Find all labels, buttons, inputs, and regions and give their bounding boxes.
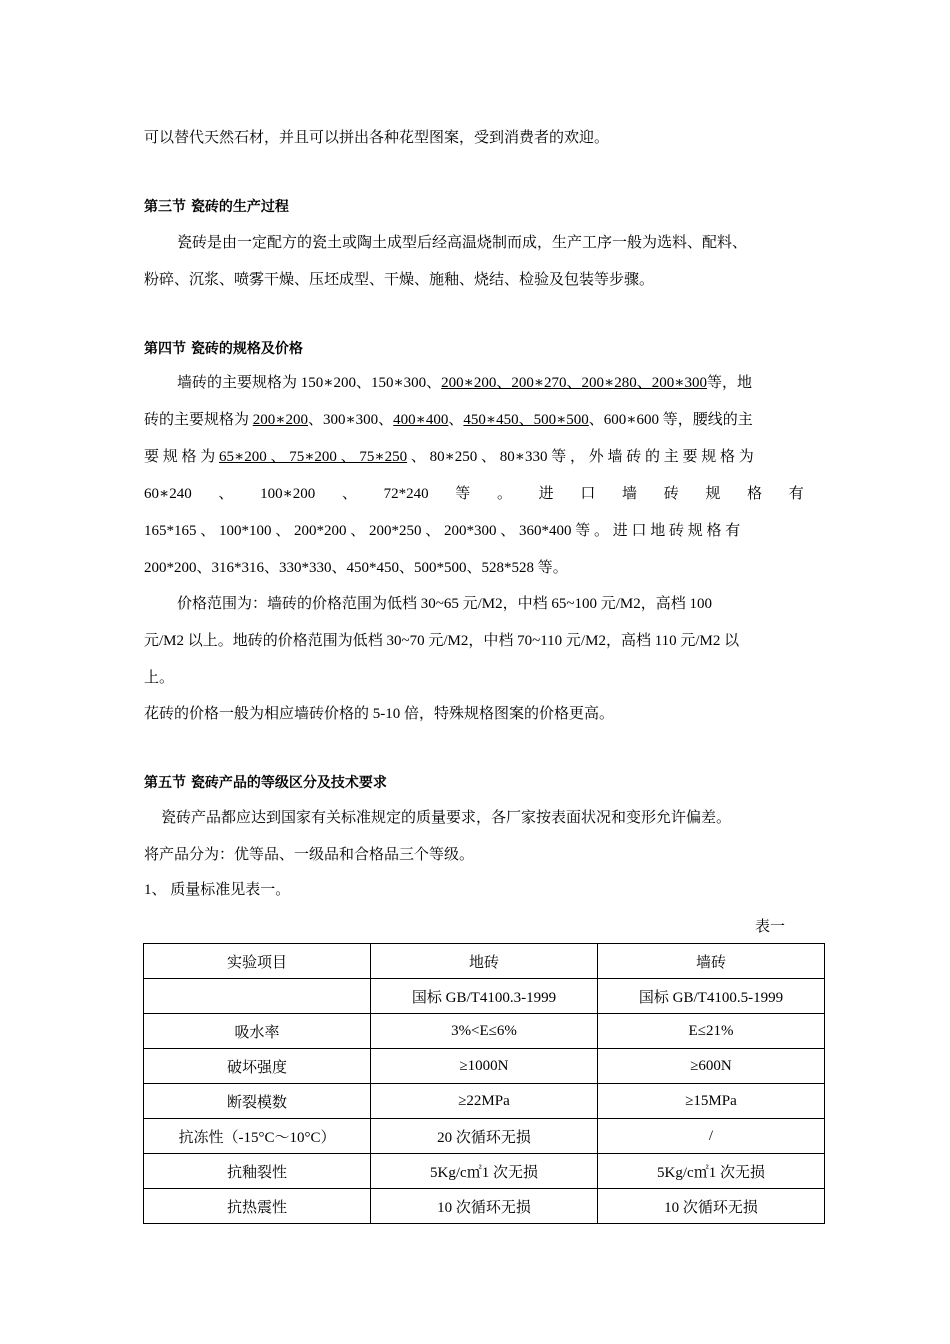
table-row: [144, 1084, 825, 1119]
table-cell: 实验项目: [144, 944, 371, 979]
spec-token: 等: [455, 486, 471, 502]
table-row: [144, 979, 825, 1014]
section5-para-line1: 瓷砖产品都应达到国家有关标准规定的质量要求，各厂家按表面状况和变形允许偏差。: [161, 810, 732, 826]
price-line3: 上。: [144, 670, 175, 686]
table-cell: ≥1000N: [371, 1049, 598, 1084]
table-row: [144, 1119, 825, 1154]
table-row: [144, 1014, 825, 1049]
spec-token: 72*240: [383, 486, 429, 502]
spec-line4: [144, 484, 804, 504]
spec-token: 口: [580, 486, 596, 502]
spec-text: 墙砖的主要规格为 150∗200、150∗300、: [177, 375, 442, 391]
flower-tile-line: 花砖的价格一般为相应墙砖价格的 5-10 倍，特殊规格图案的价格更高。: [144, 706, 614, 722]
spec-text: 、 80∗250 、 80∗330 等 ， 外 墙 砖 的 主 要 规 格 为: [407, 449, 754, 465]
section3-para-line1: 瓷砖是由一定配方的瓷土或陶土成型后经高温烧制而成，生产工序一般为选料、配料、: [177, 235, 748, 251]
spec-token: 100∗200: [260, 486, 316, 502]
table-caption: 表一: [755, 919, 786, 935]
spec-token: 格: [747, 486, 763, 502]
spec-token: 墙: [622, 486, 638, 502]
spec-token: 砖: [663, 486, 679, 502]
table-cell: 10 次循环无损: [371, 1189, 598, 1224]
table-cell: 破坏强度: [144, 1049, 371, 1084]
spec-token: 60∗240: [144, 486, 192, 502]
table-cell: /: [598, 1119, 825, 1154]
table-cell: 抗釉裂性: [144, 1154, 371, 1189]
price-line1: 价格范围为：墙砖的价格范围为低档 30~65 元/M2，中档 65~100 元/M2，高档 100: [177, 596, 712, 612]
spec-token: 、: [218, 486, 234, 502]
table-cell: ≥600N: [598, 1049, 825, 1084]
spec-underlined: 200∗200: [252, 412, 308, 428]
table-cell: 3%<E≤6%: [371, 1014, 598, 1049]
spec-token: 有: [788, 486, 804, 502]
spec-underlined: 450∗450、500∗500: [463, 412, 589, 428]
table-row: [144, 1049, 825, 1084]
spec-text: 、600∗600 等，腰线的主: [588, 412, 753, 428]
table-cell: 20 次循环无损: [371, 1119, 598, 1154]
table-cell: 地砖: [371, 944, 598, 979]
table-row: [144, 1154, 825, 1189]
quality-table: [143, 943, 825, 1224]
table-cell: 吸水率: [144, 1014, 371, 1049]
spec-token: 规: [705, 486, 721, 502]
price-line2: 元/M2 以上。地砖的价格范围为低档 30~70 元/M2，中档 70~110 元/M2，高档 110 元/M2 以: [144, 633, 740, 649]
table-row: [144, 1189, 825, 1224]
spec-line2: [144, 410, 753, 430]
spec-text: 等，地: [706, 375, 752, 391]
spec-text: 、: [448, 412, 464, 428]
spec-line3: [144, 447, 754, 467]
table-cell: 5Kg/c㎡1 次无损: [598, 1154, 825, 1189]
table-cell: 抗热震性: [144, 1189, 371, 1224]
section5-title: 第五节 瓷砖产品的等级区分及技术要求: [144, 775, 387, 791]
spec-underlined: 200∗200、200∗270、200∗280、200∗300: [441, 375, 707, 391]
spec-text: 砖的主要规格为: [144, 412, 253, 428]
spec-text: 、300∗300、: [307, 412, 394, 428]
section4-title: 第四节 瓷砖的规格及价格: [144, 341, 303, 357]
table-cell: ≥15MPa: [598, 1084, 825, 1119]
spec-underlined: 65∗200 、 75∗200 、 75∗250: [219, 449, 408, 465]
spec-text: 要 规 格 为: [144, 449, 220, 465]
table-cell: 墙砖: [598, 944, 825, 979]
table-cell: 抗冻性（-15°C～10°C）: [144, 1119, 371, 1154]
spec-token: 进: [538, 486, 554, 502]
section5-para-line2: 将产品分为：优等品、一级品和合格品三个等级。: [144, 847, 475, 863]
table-cell: ≥22MPa: [371, 1084, 598, 1119]
table-cell: 5Kg/c㎡1 次无损: [371, 1154, 598, 1189]
section3-title: 第三节 瓷砖的生产过程: [144, 199, 289, 215]
table-cell: E≤21%: [598, 1014, 825, 1049]
table-row: [144, 944, 825, 979]
table-cell: 国标 GB/T4100.5-1999: [598, 979, 825, 1014]
section3-para-line2: 粉碎、沉浆、喷雾干燥、压坯成型、干燥、施釉、烧结、检验及包装等步骤。: [144, 272, 655, 288]
spec-line6: 200*200、316*316、330*330、450*450、500*500、528*528 等。: [144, 560, 568, 576]
intro-line: 可以替代天然石材，并且可以拼出各种花型图案，受到消费者的欢迎。: [144, 130, 610, 146]
table-cell: 10 次循环无损: [598, 1189, 825, 1224]
table-cell: [144, 979, 371, 1014]
table-cell: 断裂模数: [144, 1084, 371, 1119]
spec-token: 、: [341, 486, 357, 502]
spec-line5: 165*165 、 100*100 、 200*200 、 200*250 、 200*300 、 360*400 等 。 进 口 地 砖 规 格 有: [144, 523, 741, 539]
spec-underlined: 400∗400: [393, 412, 449, 428]
spec-token: 。: [496, 486, 512, 502]
quality-item-1: 1、 质量标准见表一。: [144, 882, 291, 898]
table-cell: 国标 GB/T4100.3-1999: [371, 979, 598, 1014]
spec-line1: [177, 373, 752, 393]
